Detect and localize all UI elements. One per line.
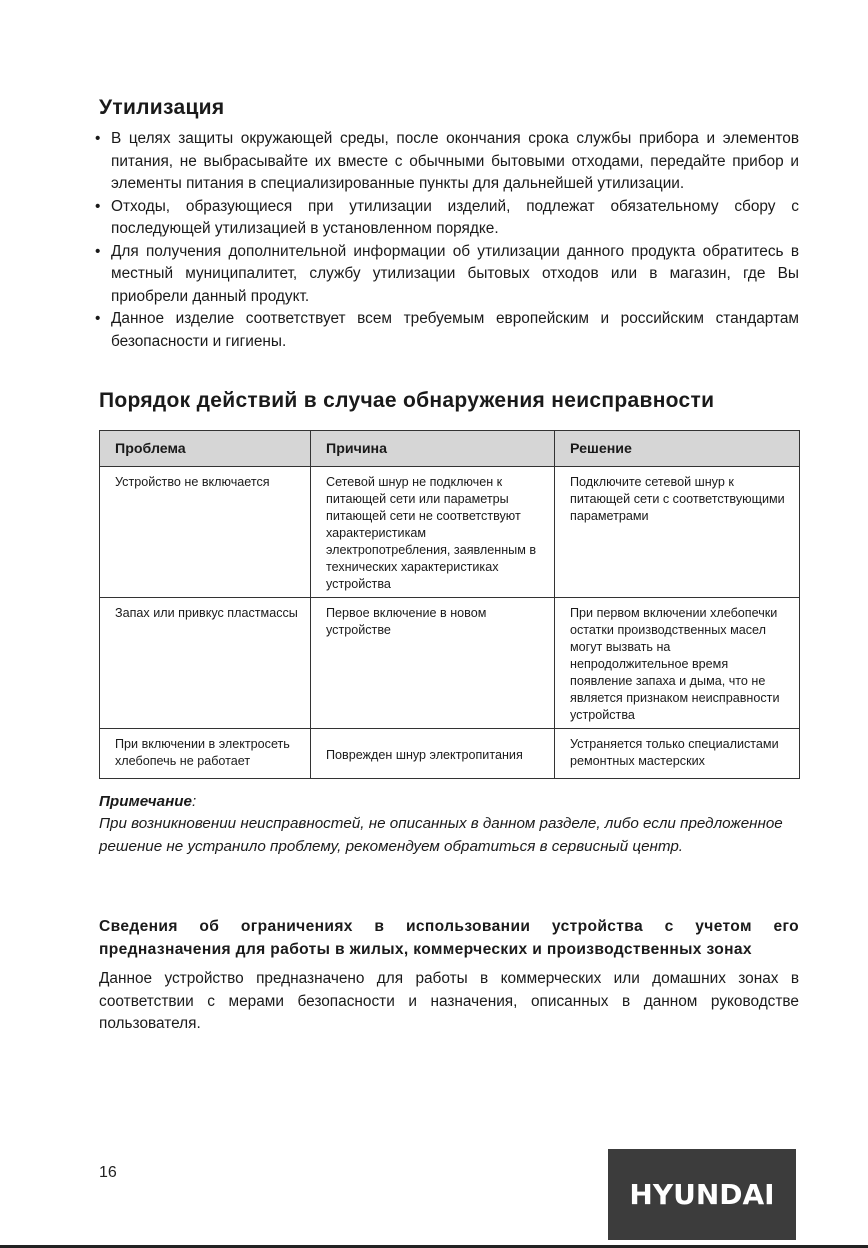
table-row [100,729,800,779]
list-item-text: Отходы, образующиеся при утилизации изделий, подлежат обязательному сбору с последующей утилизацией в установленном порядке. [111,197,799,237]
bullet-icon: • [95,310,101,327]
list-item [95,308,799,353]
bullet-icon: • [95,130,101,147]
troubleshooting-title: Порядок действий в случае обнаружения неисправности [99,389,715,412]
solution-cell: Устраняется только специалистами ремонтных мастерских [555,729,800,779]
problem-cell: Запах или привкус пластмассы [100,598,311,729]
restrictions-text: Данное устройство предназначено для работы в коммерческих или домашних зонах в соответствии с мерами безопасности и назначения, описанных в данном руководстве пользователя. [99,970,799,1032]
column-header-cause: Причина [311,431,555,467]
brand-block [608,1149,796,1240]
page-number: 16 [99,1164,117,1181]
note-heading [99,791,799,813]
cause-cell: Поврежден шнур электропитания [311,729,555,779]
problem-cell: При включении в электросеть хлебопечь не работает [100,729,311,779]
cause-cell: Первое включение в новом устройстве [311,598,555,729]
list-item [95,128,799,196]
column-header-solution: Решение [555,431,800,467]
table-header-row [100,431,800,467]
bullet-icon: • [95,197,101,215]
manual-page [95,96,799,1036]
disposal-list [95,128,799,353]
list-item [95,196,799,241]
list-item [95,241,799,309]
bullet-icon: • [95,242,101,260]
table-row [100,598,800,729]
restrictions-title: Сведения об ограничениях в использовании устройства с учетом его предназначения для работы в жилых, коммерческих и производственных зонах [99,918,799,958]
cause-cell: Сетевой шнур не подключен к питающей сети или параметры питающей сети не соответствуют характеристикам электропотребления, заявленным в технических характеристиках устройства [311,467,555,598]
list-item-text: В целях защиты окружающей среды, после окончания срока службы прибора и элементов питания, не выбрасывайте их вместе с обычными бытовыми отходами, передайте прибор и элементы питания в специализированные пункты для дальнейшей утилизации. [111,130,799,192]
problem-cell: Устройство не включается [100,467,311,598]
list-item-text: Данное изделие соответствует всем требуемым европейским и российским стандартам безопасности и гигиены. [111,310,799,350]
brand-logo: HYUNDAI [629,1178,775,1211]
note-colon: : [191,793,197,810]
troubleshooting-table [99,430,800,779]
disposal-title: Утилизация [99,96,225,119]
note-text: При возникновении неисправностей, не описанных в данном разделе, либо если предложенное решение не устранило проблему, рекомендуем обратиться в сервисный центр. [99,815,783,855]
solution-cell: При первом включении хлебопечки остатки производственных масел могут вызвать на непродолжительное время появление запаха и дыма, что не является признаком неисправности устройства [555,598,800,729]
column-header-problem: Проблема [100,431,311,467]
list-item-text: Для получения дополнительной информации об утилизации данного продукта обратитесь в местный муниципалитет, службу утилизации бытовых отходов или в магазин, где Вы приобрели данный продукт. [111,242,799,305]
note-title: Примечание [99,793,192,810]
table-row [100,467,800,598]
solution-cell: Подключите сетевой шнур к питающей сети с соответствующими параметрами [555,467,800,598]
